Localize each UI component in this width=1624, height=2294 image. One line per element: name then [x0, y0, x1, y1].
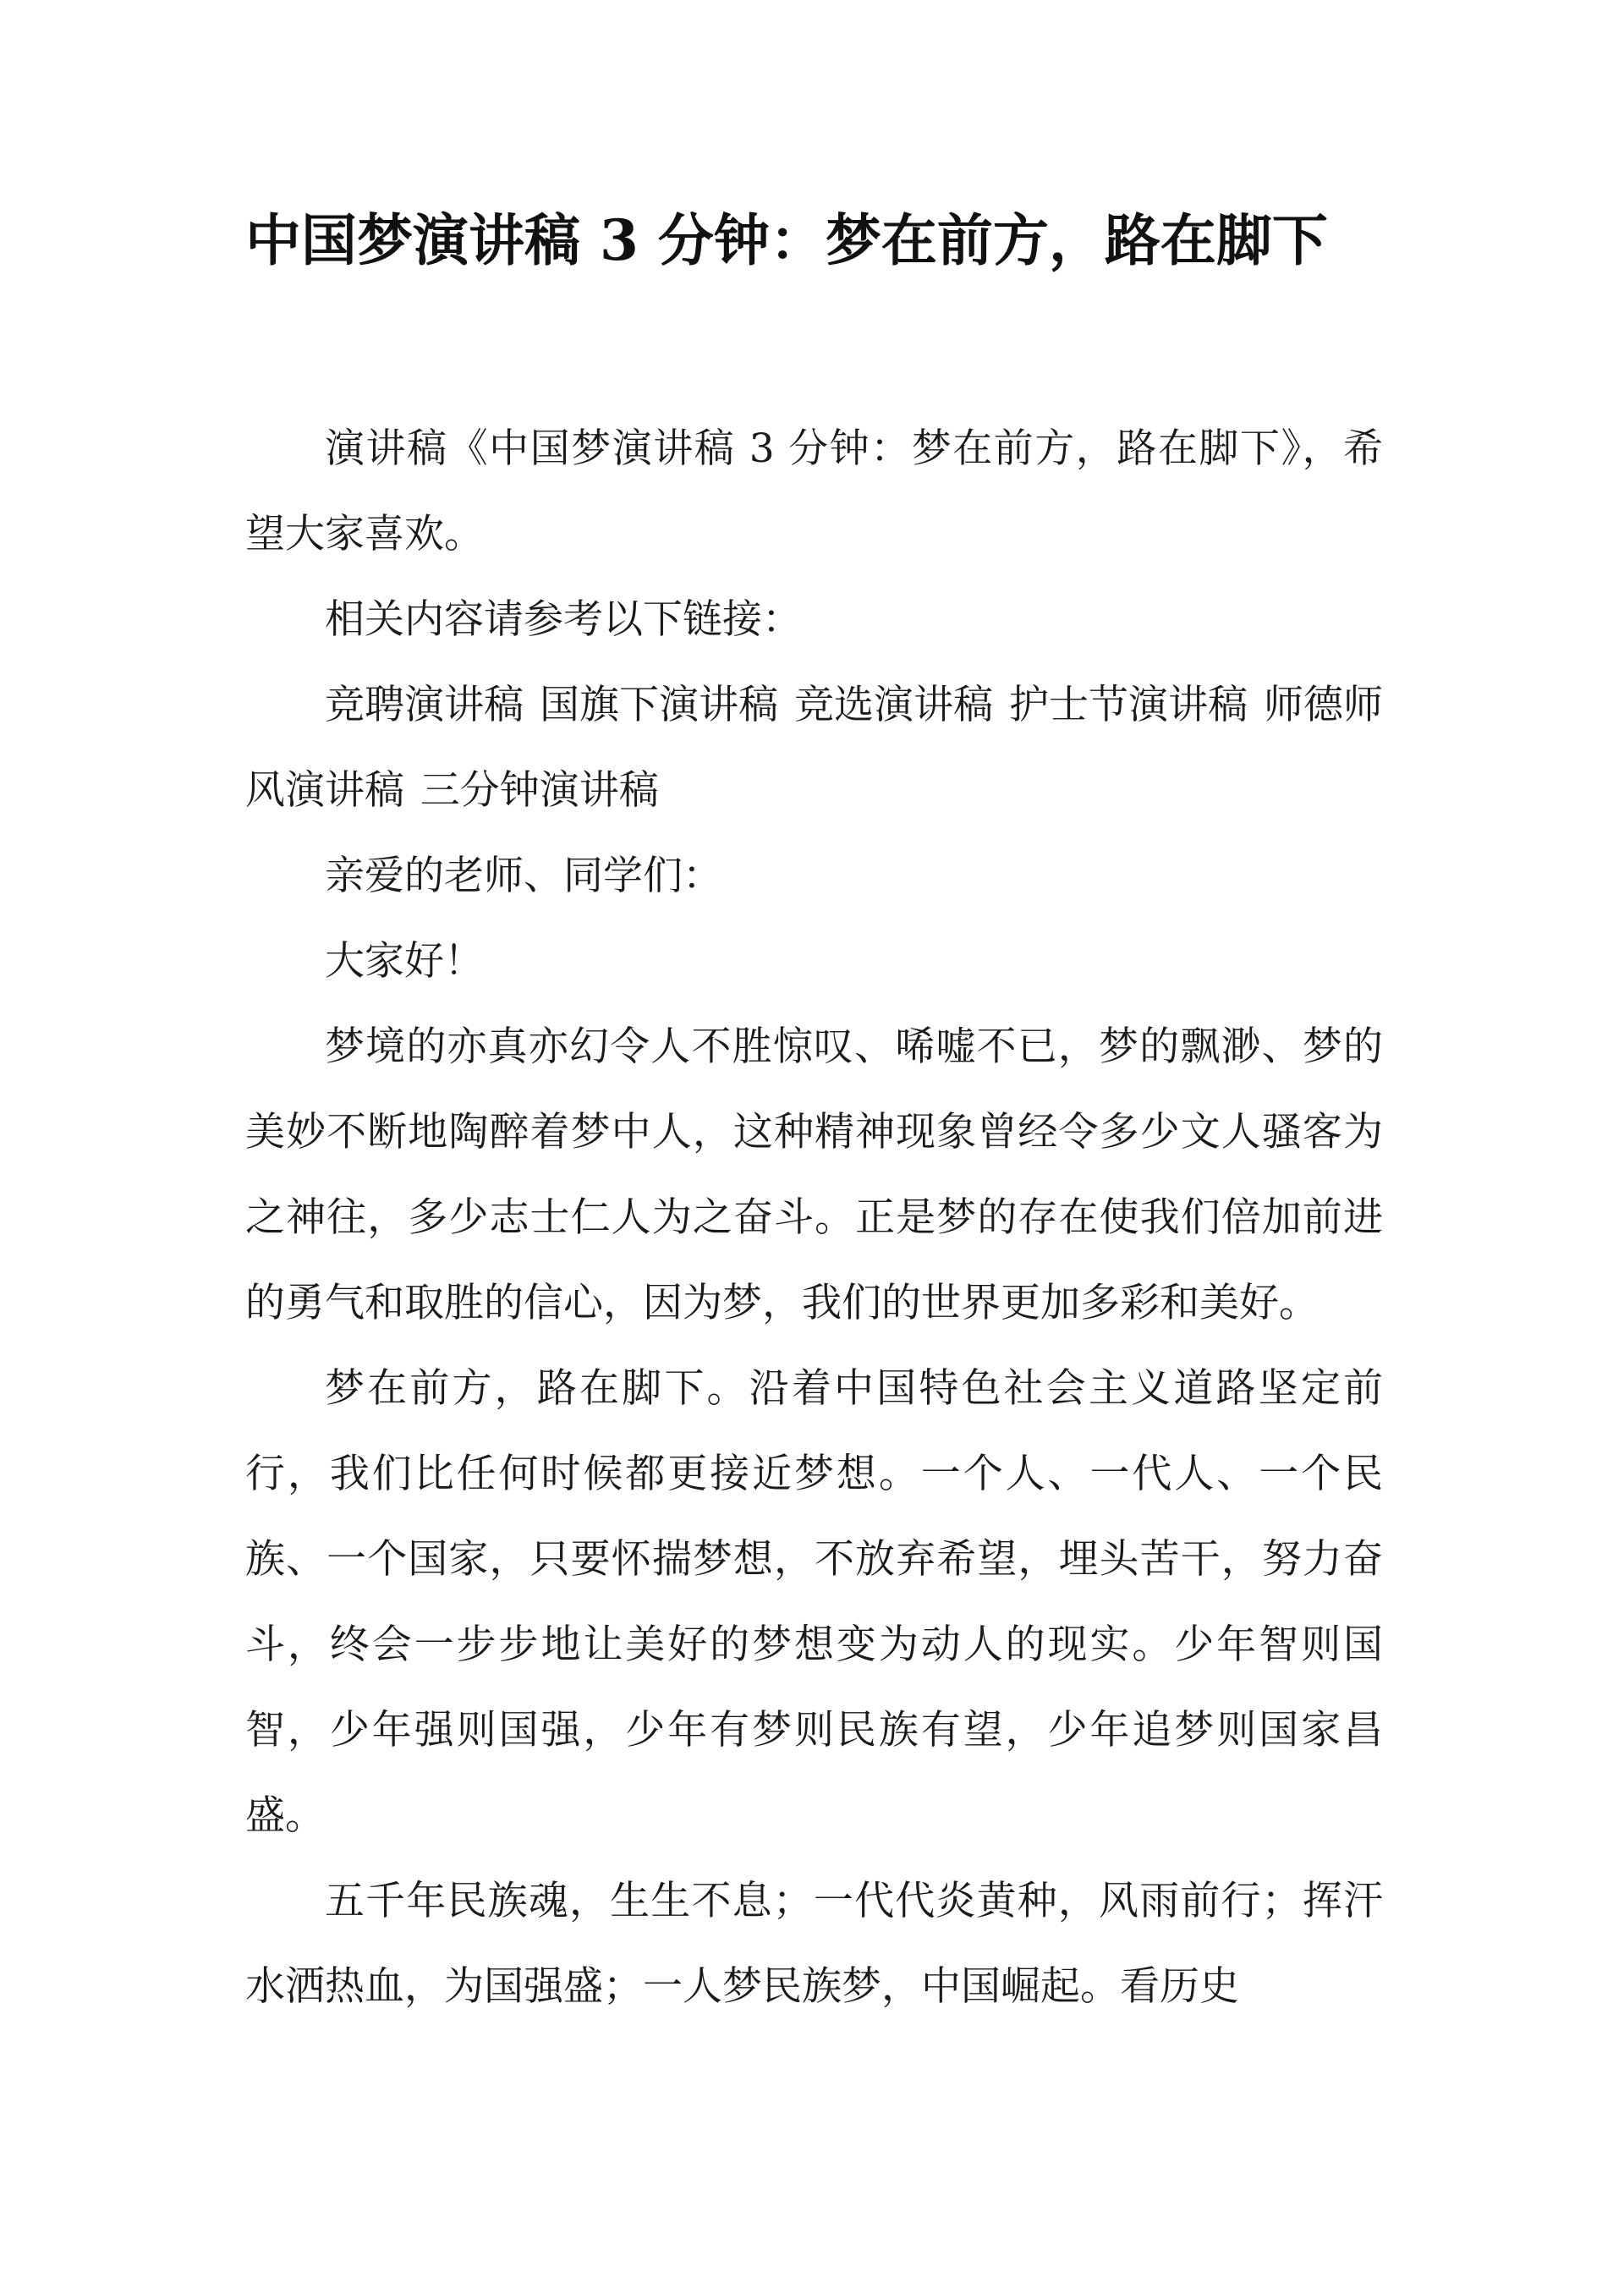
- body-paragraph: 梦境的亦真亦幻令人不胜惊叹、唏嘘不已，梦的飘渺、梦的美妙不断地陶醉着梦中人，这种精神现象曾经令多少文人骚客为之神往，多少志士仁人为之奋斗。正是梦的存在使我们倍加前进的勇气和取胜的信心，因为梦，我们的世界更加多彩和美好。: [245, 1024, 1383, 1326]
- body-paragraph: 五千年民族魂，生生不息；一代代炎黄种，风雨前行；挥汗水洒热血，为国强盛；一人梦民族梦，中国崛起。看历史: [245, 1878, 1383, 2010]
- related-label: 相关内容请参考以下链接：: [325, 596, 802, 643]
- related-links: [245, 662, 1383, 833]
- salutation: 亲爱的老师、同学们：: [325, 853, 722, 899]
- document-body: [245, 406, 1383, 2029]
- link-item[interactable]: 三分钟演讲稿: [420, 767, 659, 814]
- link-item[interactable]: 护士节演讲稿: [1008, 682, 1248, 728]
- link-item[interactable]: 竞选演讲稿: [793, 682, 994, 728]
- greeting: 大家好！: [325, 938, 484, 985]
- link-item[interactable]: 师德师风演讲稿: [245, 682, 1384, 814]
- document-title: 中国梦演讲稿 3 分钟：梦在前方，路在脚下: [245, 207, 1328, 273]
- link-item[interactable]: 竞聘演讲稿: [325, 682, 524, 728]
- link-item[interactable]: 国旗下演讲稿: [539, 682, 779, 728]
- body-paragraph: 梦在前方，路在脚下。沿着中国特色社会主义道路坚定前行，我们比任何时候都更接近梦想。一个人、一代人、一个民族、一个国家，只要怀揣梦想，不放弃希望，埋头苦干，努力奋斗，终会一步步地让美好的梦想变为动人的现实。少年智则国智，少年强则国强，少年有梦则民族有望，少年追梦则国家昌盛。: [245, 1365, 1383, 1839]
- intro-paragraph: 演讲稿《中国梦演讲稿 3 分钟：梦在前方，路在脚下》，希望大家喜欢。: [245, 425, 1383, 557]
